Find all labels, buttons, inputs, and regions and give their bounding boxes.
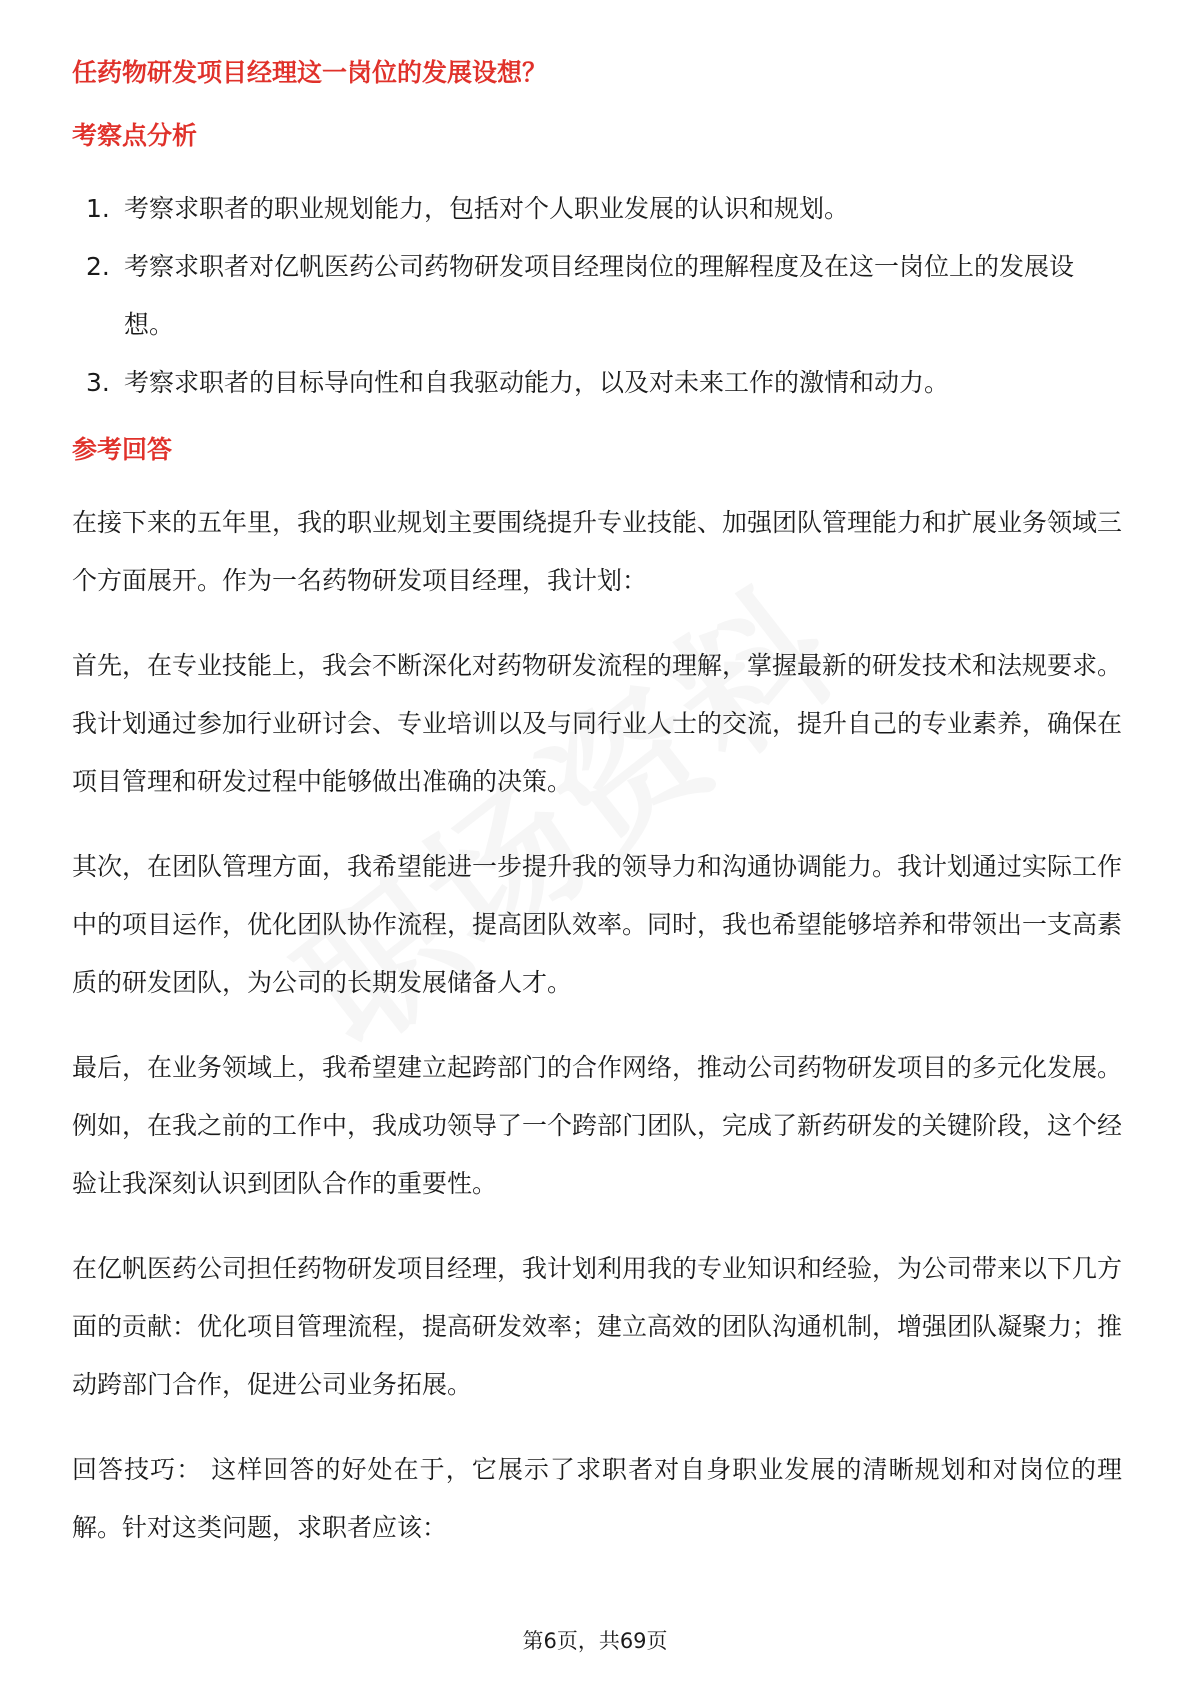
answer-tips-paragraph: 回答技巧： 这样回答的好处在于，它展示了求职者对自身职业发展的清晰规划和对岗位的理解。针对这类问题，求职者应该：: [72, 1455, 1122, 1542]
list-item-text: 考察求职者的目标导向性和自我驱动能力，以及对未来工作的激情和动力。: [124, 368, 950, 397]
list-item: [72, 238, 1122, 354]
analysis-heading: 考察点分析: [72, 121, 198, 150]
list-item: [72, 180, 1122, 238]
page-content: [72, 55, 1122, 1557]
answer-heading: 参考回答: [72, 435, 173, 464]
list-number: 3.: [86, 368, 110, 397]
list-item-text: 考察求职者的职业规划能力，包括对个人职业发展的认识和规划。: [124, 194, 850, 223]
answer-paragraph: 最后，在业务领域上，我希望建立起跨部门的合作网络，推动公司药物研发项目的多元化发展。例如，在我之前的工作中，我成功领导了一个跨部门团队，完成了新药研发的关键阶段，这个经验让我深刻认识到团队合作的重要性。: [72, 1053, 1123, 1198]
answer-paragraph: 其次，在团队管理方面，我希望能进一步提升我的领导力和沟通协调能力。我计划通过实际工作中的项目运作，优化团队协作流程，提高团队效率。同时，我也希望能够培养和带领出一支高素质的研发团队，为公司的长期发展储备人才。: [72, 852, 1123, 997]
answer-paragraph: 在亿帆医药公司担任药物研发项目经理，我计划利用我的专业知识和经验，为公司带来以下几方面的贡献：优化项目管理流程，提高研发效率；建立高效的团队沟通机制，增强团队凝聚力；推动跨部门合作，促进公司业务拓展。: [72, 1254, 1123, 1399]
list-item: [72, 354, 1122, 412]
list-number: 2.: [86, 252, 110, 281]
analysis-list: [72, 180, 1122, 412]
answer-paragraph: 在接下来的五年里，我的职业规划主要围绕提升专业技能、加强团队管理能力和扩展业务领域三个方面展开。作为一名药物研发项目经理，我计划：: [72, 508, 1123, 595]
question-title: 任药物研发项目经理这一岗位的发展设想？: [72, 58, 548, 87]
answer-paragraph: 首先，在专业技能上，我会不断深化对药物研发流程的理解，掌握最新的研发技术和法规要求。我计划通过参加行业研讨会、专业培训以及与同行业人士的交流，提升自己的专业素养，确保在项目管理和研发过程中能够做出准确的决策。: [72, 651, 1123, 796]
list-item-text: 考察求职者对亿帆医药公司药物研发项目经理岗位的理解程度及在这一岗位上的发展设想。: [124, 252, 1075, 339]
page-number-footer: 第6页，共69页: [522, 1629, 668, 1653]
list-number: 1.: [86, 194, 110, 223]
